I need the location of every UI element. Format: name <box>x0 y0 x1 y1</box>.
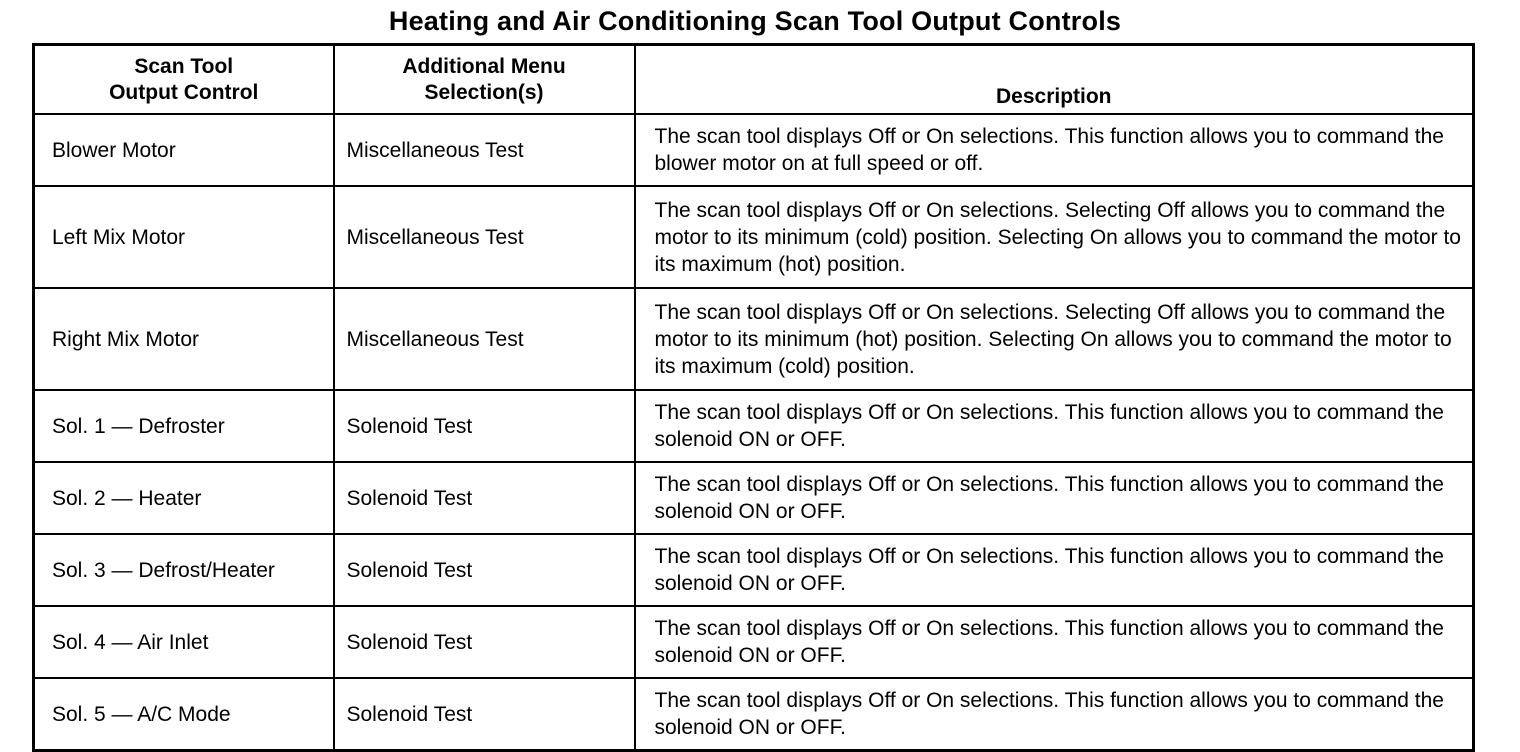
document-title: Heating and Air Conditioning Scan Tool Output Controls <box>388 6 1122 36</box>
menu-cell: Solenoid Test <box>334 678 635 751</box>
header-line: Additional Menu <box>402 54 566 78</box>
description-cell: The scan tool displays Off or On selections. This function allows you to command the solenoid ON or OFF. <box>635 390 1474 462</box>
menu-cell: Miscellaneous Test <box>334 114 635 186</box>
control-cell: Left Mix Motor <box>34 186 334 288</box>
header-line: Output Control <box>109 80 259 104</box>
column-header-description <box>635 45 1474 115</box>
control-cell: Sol. 3 — Defrost/Heater <box>34 534 334 606</box>
menu-cell: Solenoid Test <box>334 462 635 534</box>
menu-cell: Miscellaneous Test <box>334 186 635 288</box>
menu-cell: Solenoid Test <box>334 390 635 462</box>
control-cell: Sol. 2 — Heater <box>34 462 334 534</box>
column-header-menu <box>334 45 635 115</box>
description-cell: The scan tool displays Off or On selections. This function allows you to command the blower motor on at full speed or off. <box>635 114 1474 186</box>
control-cell: Sol. 5 — A/C Mode <box>34 678 334 751</box>
description-cell: The scan tool displays Off or On selections. Selecting Off allows you to command the motor to its minimum (hot) position. Selecting On allows you to command the motor to its maximum (cold) position. <box>635 288 1474 390</box>
table-row <box>34 288 1474 390</box>
menu-cell: Solenoid Test <box>334 606 635 678</box>
header-line: Scan Tool <box>134 54 234 78</box>
control-cell: Sol. 4 — Air Inlet <box>34 606 334 678</box>
description-cell: The scan tool displays Off or On selections. This function allows you to command the solenoid ON or OFF. <box>635 678 1474 751</box>
table-row <box>34 606 1474 678</box>
description-cell: The scan tool displays Off or On selections. Selecting Off allows you to command the motor to its minimum (cold) position. Selecting On allows you to command the motor to its maximum (hot) position. <box>635 186 1474 288</box>
header-line: Selection(s) <box>424 80 544 104</box>
menu-cell: Solenoid Test <box>334 534 635 606</box>
control-cell: Blower Motor <box>34 114 334 186</box>
table-row <box>34 114 1474 186</box>
table-row <box>34 186 1474 288</box>
control-cell: Right Mix Motor <box>34 288 334 390</box>
output-controls-table <box>32 43 1475 752</box>
table-row <box>34 678 1474 751</box>
table-row <box>34 534 1474 606</box>
column-header-control <box>34 45 334 115</box>
header-line: Description <box>995 85 1112 108</box>
description-cell: The scan tool displays Off or On selections. This function allows you to command the solenoid ON or OFF. <box>635 606 1474 678</box>
menu-cell: Miscellaneous Test <box>334 288 635 390</box>
description-cell: The scan tool displays Off or On selections. This function allows you to command the solenoid ON or OFF. <box>635 534 1474 606</box>
description-cell: The scan tool displays Off or On selections. This function allows you to command the solenoid ON or OFF. <box>635 462 1474 534</box>
table-row <box>34 462 1474 534</box>
table-row <box>34 390 1474 462</box>
table-header-row <box>34 45 1474 115</box>
control-cell: Sol. 1 — Defroster <box>34 390 334 462</box>
